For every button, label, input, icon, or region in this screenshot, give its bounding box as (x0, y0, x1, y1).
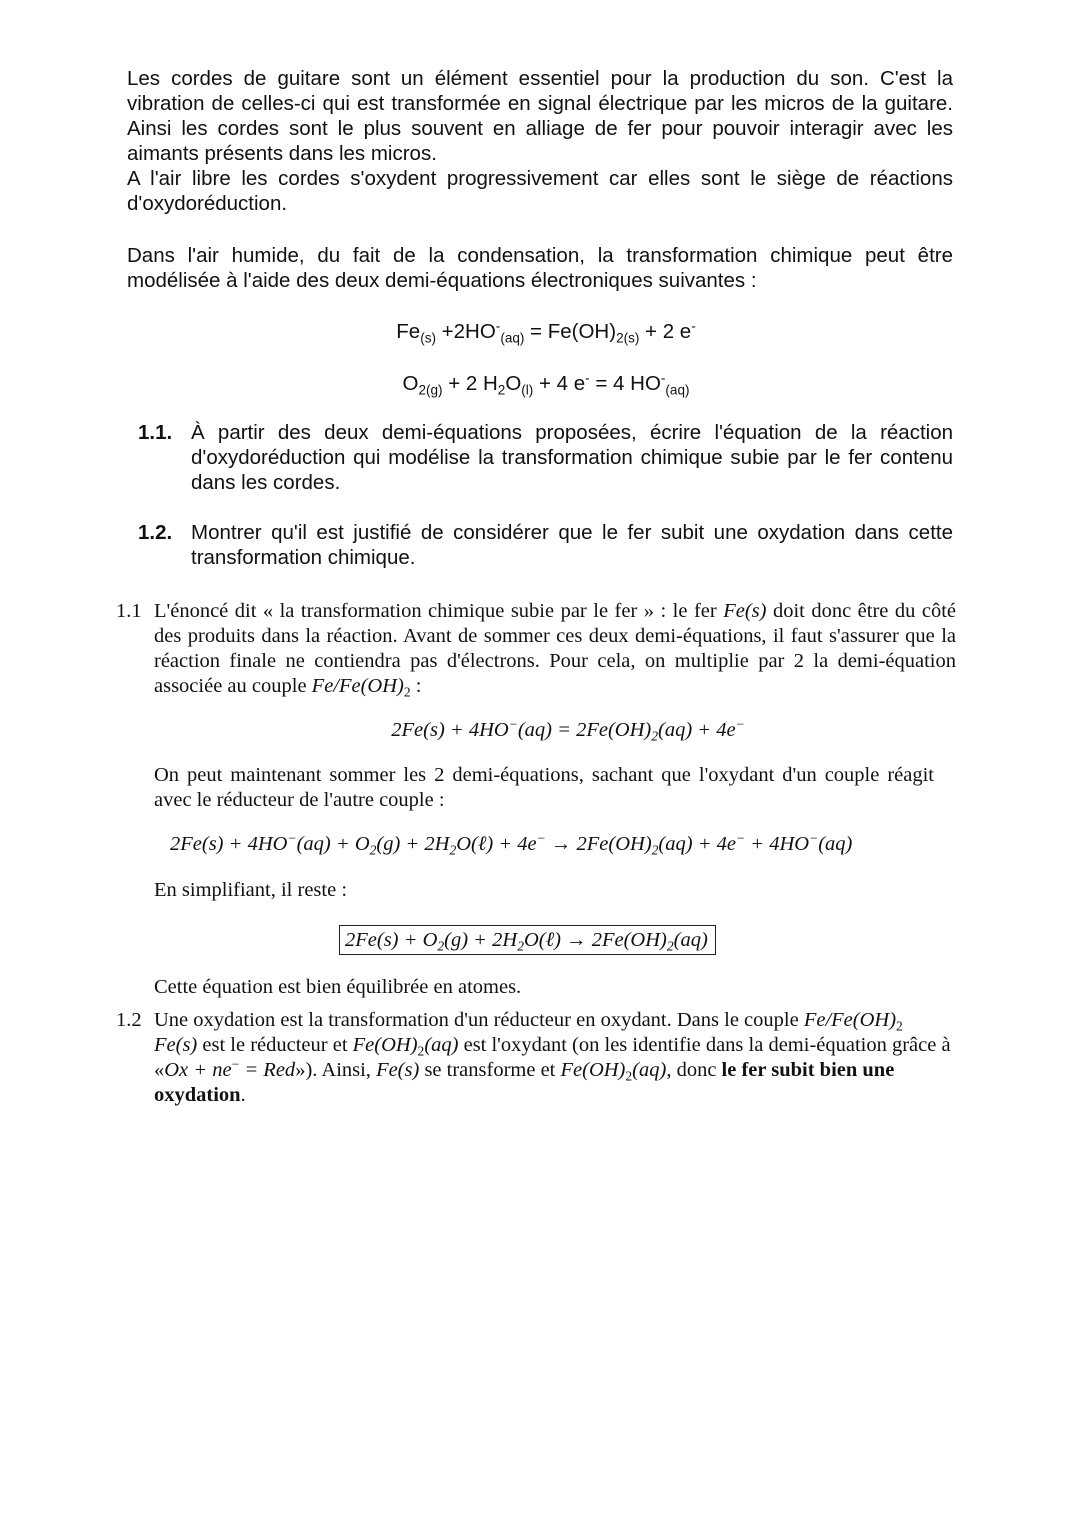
question-number: 1.2. (138, 521, 173, 544)
answer-text: L'énoncé dit « la transformation chimique subie par le fer » : le fer Fe(s) doit donc être du côté des produits dans la réaction. Avant de sommer ces deux demi-équations, il faut s'assurer que la réaction finale ne contiendra pas d'électrons. Pour cela, on multiplie par 2 la demi-équation associée au couple $Fe/Fe(OH)_2$ : (154, 600, 956, 700)
balanced-text: Cette équation est bien équilibrée en atomes. (154, 976, 522, 998)
intro-paragraph (127, 66, 953, 216)
answer-1-1 (116, 599, 956, 699)
conclusion-bold: le fer subit bien une oxydation (154, 1059, 895, 1106)
context-paragraph: Dans l'air humide, du fait de la condensation, la transformation chimique peut être modélisée à l'aide des deux demi-équations électroniques suivantes : (127, 244, 953, 292)
answer-sum-explanation: On peut maintenant sommer les 2 demi-équations, sachant que l'oxydant d'un couple réagit avec le réducteur de l'autre couple : (154, 764, 934, 811)
intro-text: Les cordes de guitare sont un élément essentiel pour la production du son. C'est la vibration de celles-ci qui est transformée en signal électrique par les micros de la guitare. Ainsi les cordes sont le plus souvent en alliage de fer pour pouvoir interagir avec les aimants présents dans les micros. (127, 67, 953, 165)
half-equation-oxygen: $O_{2(g)} + 2$ $H_2O_{(l)} + 4$ e- = 4 $HO^-_{(aq)}$ (402, 370, 690, 398)
question-1-1 (138, 420, 953, 495)
summed-equation: $2Fe(s) + 4HO^-(aq) + O_2(g)$ + $2H_2O(\ell) + 4e^- \to 2Fe(OH)_2(aq) + 4e^- + 4HO^-(aq)$ (170, 830, 853, 858)
question-number: 1.1. (138, 421, 173, 444)
half-equation-iron: $Fe_{(s)} +2HO^-_{(aq)} = Fe(OH)_{2(s)} + 2$ e- (396, 318, 696, 346)
intro-text-2: A l'air libre les cordes s'oxydent progressivement car elles sont le siège de réactions d'oxydoréduction. (127, 167, 953, 215)
question-text: Montrer qu'il est justifié de considérer que le fer subit une oxydation dans cette transformation chimique. (191, 521, 953, 569)
answer-number: 1.1 (116, 600, 142, 622)
answer-1-2 (116, 1008, 956, 1108)
final-equation-box: $2Fe(s) + O_2(g)$ + $2H_2O(\ell) \to 2Fe(OH)_2(aq)$ (339, 925, 716, 955)
answer-text: Une oxydation est la transformation d'un réducteur en oxydant. Dans le couple $Fe/Fe(OH)_2$ Fe(s) est le réducteur et $Fe(OH)_2(aq)$ est l'oxydant (on les identifie dans la demi-équation grâce à «Ox + ne− = Red»). Ainsi, Fe(s) se transforme et $Fe(OH)_2(aq)$, donc le fer subit bien une oxydation. (154, 1009, 951, 1106)
answer-number: 1.2 (116, 1009, 142, 1031)
doubled-half-equation: $2Fe(s) + 4HO^-(aq) = 2Fe(OH)_2(aq) + 4e^-$ (391, 716, 745, 744)
question-1-2 (138, 520, 953, 570)
simplify-text: En simplifiant, il reste : (154, 879, 348, 901)
question-text: À partir des deux demi-équations proposées, écrire l'équation de la réaction d'oxydoréduction qui modélise la transformation chimique subie par le fer contenu dans les cordes. (191, 421, 953, 494)
